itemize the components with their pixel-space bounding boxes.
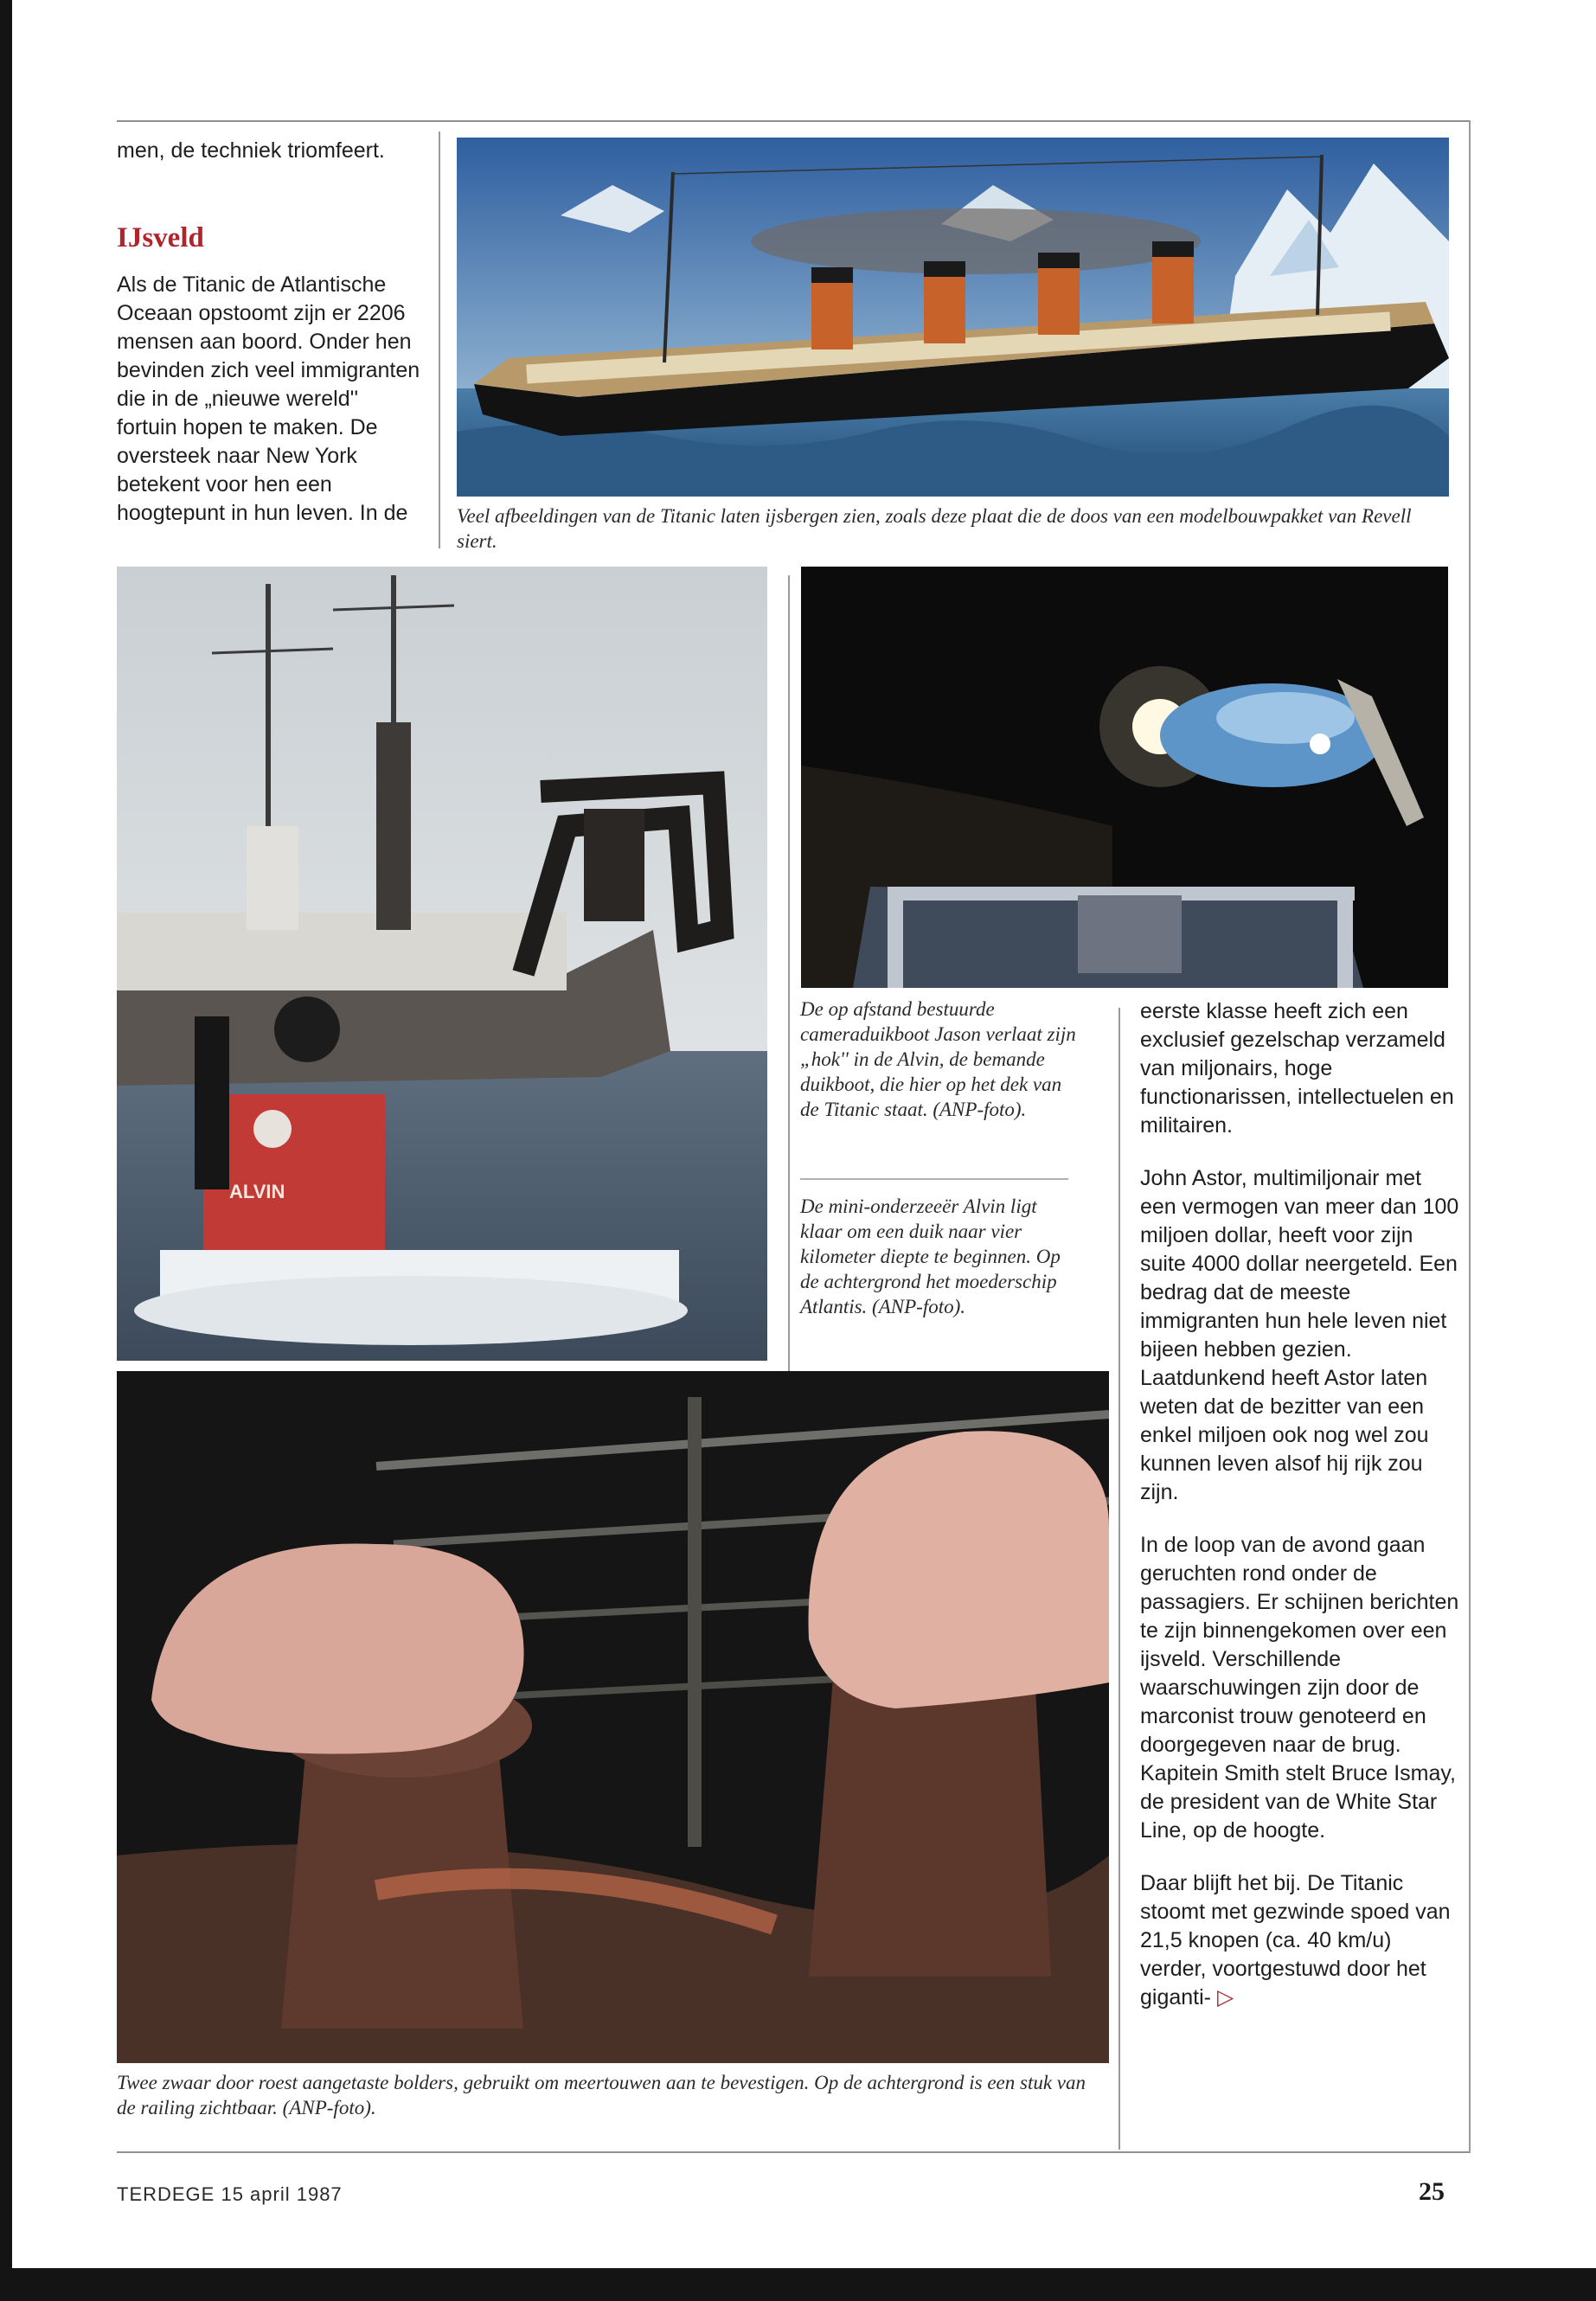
body-paragraph-4 [1140,1869,1460,2012]
caption-model-box: Veel afbeeldingen van de Titanic laten ijsbergen zien, zoals deze plaat die de doos van een modelbouwpakket van Revell siert. [457,505,1412,552]
publication-footer: TERDEGE 15 april 1987 [117,2183,343,2205]
body-paragraph-left: Als de Titanic de Atlantische Oceaan opstoomt zijn er 2206 mensen aan boord. Onder hen bevinden zich veel immigranten die in de „nieuwe wereld'' fortuin hopen te maken. De oversteek naar New York betekent voor hen een hoogtepunt in hun leven. In de [117,272,420,525]
body-paragraph-3: In de loop van de avond gaan geruchten rond onder de passagiers. Er schijnen berichten te zijn binnengekomen over een ijsveld. Verschillende waarschuwingen zijn door de marconist trouw genoteerd en doorgegeven naar de brug. Kapitein Smith stelt Bruce Ismay, de president van de White Star Line, op de hoogte. [1140,1533,1459,1843]
section-heading: IJsveld [117,222,204,253]
caption-alvin: De mini-onderzeeër Alvin ligt klaar om een duik naar vier kilometer diepte te beginnen. Op de achtergrond het moederschip Atlantis. (ANP-foto). [800,1195,1061,1317]
page-scan-edge-left [0,0,12,2301]
column-divider-top [439,131,440,548]
footer-rule [117,2151,1471,2153]
page-number: 25 [1419,2177,1445,2206]
caption-divider [800,1178,1068,1180]
body-paragraph-4-text: Daar blijft het bij. De Titanic stoomt met gezwinde spoed van 21,5 knopen (ca. 40 km/u) verder, voortgestuwd door het giganti- [1140,1871,1451,2009]
titanic-model-illustration [457,138,1449,497]
body-column-right [1140,997,1460,2036]
body-paragraph-2: John Astor, multimiljonair met een vermogen van meer dan 100 miljoen dollar, heeft voor zijn suite 4000 dollar neergeteld. Een bedrag dat de meeste immigranten hun hele leven niet bijeen hebben gezien. Laatdunkend heeft Astor laten weten dat de bezitter van een enkel miljoen ook nog wel zou kunnen leven alsof hij rijk zou zijn. [1140,1166,1459,1504]
caption-jason: De op afstand bestuurde cameraduikboot Jason verlaat zijn „hok'' in de Alvin, de bemande duikboot, die hier op het dek van de Titanic staat. (ANP-foto). [800,998,1076,1120]
column-divider-middle [788,575,790,1371]
intro-text: men, de techniek triomfeert. [117,138,385,163]
right-frame-rule [1469,120,1471,2153]
caption-bollards: Twee zwaar door roest aangetaste bolders, gebruikt om meertouwen aan te bevestigen. Op de achtergrond is een stuk van de railing zichtbaar. (ANP-foto). [117,2072,1086,2118]
column-divider-right [1118,1008,1120,2150]
body-paragraph-1: eerste klasse heeft zich een exclusief gezelschap verzameld van miljonairs, hoge functionarissen, intellectuelen en militairen. [1140,999,1454,1138]
alvin-hull-label: ALVIN [229,1181,285,1202]
alvin-atlantis-photo [117,567,767,1361]
continue-arrow-icon: ▷ [1216,1985,1234,2009]
rusted-bollards-photo [117,1371,1109,2063]
jason-rov-photo [801,567,1448,988]
page-scan-edge-bottom [0,2268,1596,2301]
top-rule [117,120,1471,122]
